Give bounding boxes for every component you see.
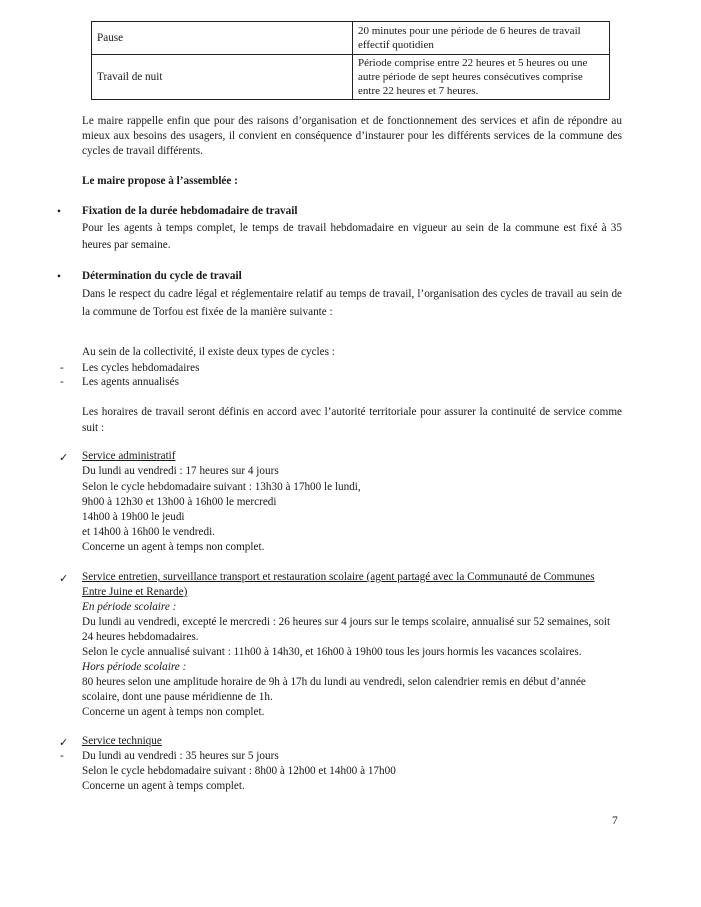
service-admin-line: 9h00 à 12h30 et 13h00 à 16h00 le mercredi [82, 496, 277, 508]
checkmark-icon: ✓ [59, 572, 69, 585]
service-technique-line: Selon le cycle hebdomadaire suivant : 8h00 à 12h00 et 14h00 à 17h00 [82, 765, 396, 777]
checkmark-icon: ✓ [59, 451, 69, 464]
table-label-cell: Pause [92, 22, 353, 55]
table-label-cell: Travail de nuit [92, 55, 353, 100]
section1-title: Fixation de la durée hebdomadaire de travail [82, 205, 298, 217]
section1-text: Pour les agents à temps complet, le temps de travail hebdomadaire en vigueur au sein de la commune est fixé à 35 heures par semaine. [82, 222, 622, 251]
dash-icon: - [60, 376, 64, 388]
checkmark-icon: ✓ [59, 736, 69, 749]
service-technique-title: Service technique [82, 735, 162, 747]
table-row [92, 22, 610, 55]
table-row [92, 55, 610, 100]
propose-heading: Le maire propose à l’assemblée : [82, 175, 238, 187]
entretien-text: Du lundi au vendredi, excepté le mercredi : 26 heures sur 4 jours sur le temps scolaire, annualisé sur 52 semaines, soit 24 heures hebdomadaires. [82, 616, 611, 643]
section2-title: Détermination du cycle de travail [82, 270, 242, 282]
entretien-text: Concerne un agent à temps non complet. [82, 706, 265, 718]
table-value-cell: Période comprise entre 22 heures et 5 heures ou une autre période de sept heures consécutives comprise entre 22 heures et 7 heures. [353, 55, 610, 100]
entretien-text: 80 heures selon une amplitude horaire de 9h à 17h du lundi au vendredi, selon calendrier remis en début d’année scolaire, dont une pause méridienne de 1h. [82, 676, 586, 703]
hors-periode-label: Hors période scolaire : [82, 661, 187, 673]
section2-text: Dans le respect du cadre légal et réglementaire relatif au temps de travail, l’organisation des cycles de travail au sein de la commune de Torfou est fixée de la manière suivante : [82, 288, 622, 318]
service-technique-line: Du lundi au vendredi : 35 heures sur 5 jours [82, 750, 279, 762]
horaires-intro: Les horaires de travail seront définis en accord avec l’autorité territoriale pour assurer la continuité de service comme suit : [82, 406, 622, 434]
list-item: Les agents annualisés [82, 376, 179, 388]
bullet-icon: • [57, 271, 61, 283]
cycles-intro: Au sein de la collectivité, il existe deux types de cycles : [82, 346, 335, 358]
entretien-text: Selon le cycle annualisé suivant : 11h00 à 14h30, et 16h00 à 19h00 tous les jours hormis les vacances scolaires. [82, 646, 582, 658]
service-admin-title: Service administratif [82, 450, 176, 462]
table-value-cell: 20 minutes pour une période de 6 heures de travail effectif quotidien [353, 22, 610, 55]
service-admin-line: et 14h00 à 16h00 le vendredi. [82, 526, 215, 538]
bullet-icon: • [57, 206, 61, 218]
page-number: 7 [612, 815, 618, 827]
service-technique-line: Concerne un agent à temps complet. [82, 780, 245, 792]
service-admin-line: Du lundi au vendredi : 17 heures sur 4 jours [82, 465, 279, 477]
dash-icon: - [60, 362, 64, 374]
service-admin-line: 14h00 à 19h00 le jeudi [82, 511, 185, 523]
service-entretien-title: Service entretien, surveillance transport et restauration scolaire (agent partagé avec la Communauté de Communes Entre Juine et Renarde) [82, 571, 595, 598]
intro-paragraph: Le maire rappelle enfin que pour des raisons d’organisation et de fonctionnement des services et afin de répondre au mieux aux besoins des usagers, il convient en conséquence d’instaurer pour les différents services de la commune des cycles de travail différents. [82, 115, 622, 157]
dash-icon: - [60, 750, 64, 762]
service-admin-line: Concerne un agent à temps non complet. [82, 541, 265, 553]
periode-scolaire-label: En période scolaire : [82, 601, 177, 613]
list-item: Les cycles hebdomadaires [82, 362, 200, 374]
rules-table [91, 21, 610, 100]
service-admin-line: Selon le cycle hebdomadaire suivant : 13h30 à 17h00 le lundi, [82, 481, 361, 493]
